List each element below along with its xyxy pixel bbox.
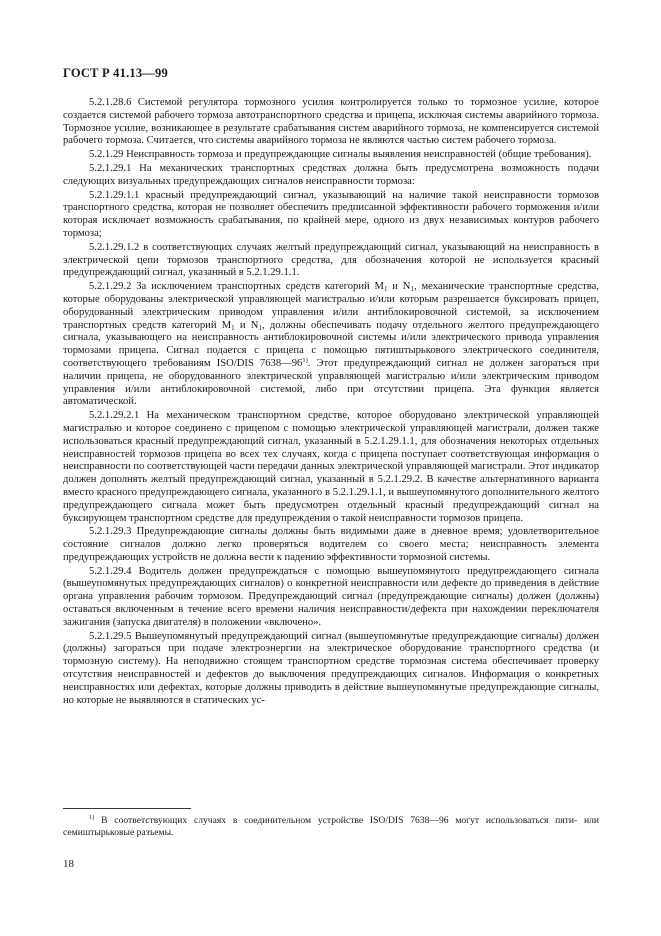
paragraph-5-2-1-29-1: 5.2.1.29.1 На механических транспортных средствах должна быть предусмотрена возможность подачи следующих визуальных предупреждающих сигналов неисправности тормоза: [63, 162, 599, 187]
paragraph-5-2-1-29-2 [63, 281, 599, 409]
paragraph-5-2-1-29-3: 5.2.1.29.3 Предупреждающие сигналы должны быть видимыми даже в дневное время; удовлетворительное состояние сигналов должно легко проверяться водителем со своего места; неисправность элемента предупреждающих устройств не должна вести к падению эффективности тормозной системы. [63, 526, 599, 563]
paragraph-5-2-1-29-4: 5.2.1.29.4 Водитель должен предупреждаться с помощью вышеупомянутого предупреждающего сигнала (вышеупомянутых предупреждающих сигналов) о конкретной неисправности или дефекте до приведения в действие органа управления рабочим тормозом. Предупреждающий сигнал (предупреждающие сигналы) должен (должны) оставаться включенным в течение всего времени наличия неисправности/дефекта при нахождении переключателя зажигания (запуска двигателя) в положении «включено». [63, 565, 599, 628]
paragraph-5-2-1-29-1-1: 5.2.1.29.1.1 красный предупреждающий сигнал, указывающий на наличие такой неисправности тормозов транспортного средства, которая не позволяет обеспечить предписанной эффективности рабочего торможения и/или которая исключает возможность срабатывания, по крайней мере, одного из двух независимых контуров рабочего тормоза; [63, 189, 599, 239]
text-run: 5.2.1.29.2 За исключением транспортных средств категорий М [89, 281, 384, 293]
text-run: и N [234, 319, 259, 331]
subscript: 1 [410, 285, 414, 294]
paragraph-5-2-1-29-5: 5.2.1.29.5 Вышеупомянутый предупреждающий сигнал (вышеупомянутые предупреждающие сигналы) должен (должны) загораться при подаче электроэнергии на электрическое оборудование транспортного средства (и тормозную систему). На неподвижно стоящем транспортном средстве тормозная система обеспечивает проверку отсутствия неисправностей и дефектов до выключения предупреждающих сигналов. Информация о конкретных неисправностях или дефектах, которые должны приводить в действие вышеупомянутые предупреждающие сигналы, но которые не выявляются в статических ус- [63, 630, 599, 706]
subscript: 1 [258, 323, 262, 332]
paragraph-5-2-1-29: 5.2.1.29 Неисправность тормоза и предупреждающие сигналы выявления неисправностей (общие требования). [89, 149, 592, 161]
footnote-text: В соответствующих случаях в соединительном устройстве ISO/DIS 7638—96 могут использоваться пяти- или семиштырьковые разъемы. [63, 815, 599, 838]
footnote-marker: 1) [89, 814, 95, 821]
footnote-divider [63, 808, 191, 809]
subscript: 1 [383, 285, 388, 294]
text-run: , должны обеспечивать подачу отдельного желтого предупреждающего сигнала, указывающего на неисправность антиблокировочной системы и/или электрического привода управления тормозами прицепа. Сигнал подается с прицепа с помощью пятиштырькового электрического соединителя, соответствующего требованиям ISO/DIS 7638—96 [63, 319, 600, 369]
paragraph-5-2-1-28-6: 5.2.1.28.6 Системой регулятора тормозного усилия контролируется только то тормозное усилие, которое создается системой рабочего тормоза автотранспортного средства и прицепа, исключая системы аварийного тормоза. Тормозное усилие, возникающее в результате срабатывания систем аварийного тормоза, не компенсируется системой рабочего тормоза. Считается, что системы аварийного тормоза не являются частью систем рабочего тормоза. [63, 97, 599, 147]
subscript: 1 [231, 323, 235, 332]
paragraph-5-2-1-29-1-2: 5.2.1.29.1.2 в соответствующих случаях желтый предупреждающий сигнал, указывающий на неисправность в электрической цепи тормозов транспортного средства, для обозначения которой не используется красный предупреждающий сигнал, указанный в 5.2.1.29.1.1. [63, 241, 599, 279]
text-run: , механические транспортные средства, которые оборудованы электрической управляющей магистралью и/или которым разрешается буксировать прицеп, оборудованный электрическим приводом управления и/или антиблокировочной системой, за исключением транспортных средств категорий М [63, 281, 599, 331]
footnote-reference: 1) [302, 356, 308, 364]
footnote [63, 815, 599, 839]
page-number: 18 [63, 858, 74, 870]
document-header: ГОСТ Р 41.13—99 [63, 66, 168, 80]
document-body [63, 97, 599, 707]
text-run: и N [387, 281, 411, 293]
text-run: . Этот предупреждающий сигнал не должен загораться при наличии прицепа, не оборудованного электрической управляющей магистралью и/или электрическим приводом управления и/или антиблокировочной системой, либо при отсутствии прицепа. Эта функция является автоматической. [63, 357, 599, 408]
paragraph-5-2-1-29-2-1: 5.2.1.29.2.1 На механическом транспортном средстве, которое оборудовано электрической управляющей магистралью и которое соединено с прицепом с помощью электрической управляющей магистрали, должен также использоваться красный предупреждающий сигнал, указанный в 5.2.1.29.1.1, для обозначения некоторых отдельных неисправностей тормозов прицепа во всех тех случаях, когда с прицепа поступает соответствующая информация о неисправности по соответствующей части передачи данных электрической управляющей магистрали. Этот индикатор должен дополнять желтый предупреждающий сигнал, указанный в 5.2.1.29.2. В качестве альтернативного варианта вместо красного предупреждающего сигнала, указанного в 5.2.1.29.1.1, и вышеупомянутого дополнительного желтого предупреждающего сигнала может быть предусмотрен отдельный красный предупреждающий сигнал на буксирующем транспортном средстве для предупреждения о такой неисправности тормозов прицепа. [63, 410, 599, 524]
